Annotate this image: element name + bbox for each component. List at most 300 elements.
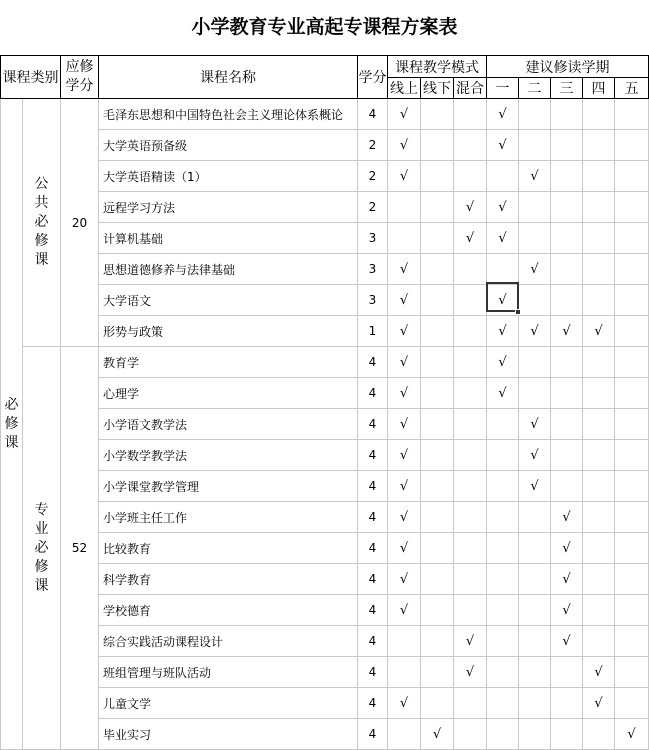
term-cell[interactable] [583, 378, 615, 409]
mode-cell[interactable] [388, 347, 421, 378]
header-term-2[interactable]: 二 [519, 78, 551, 99]
mode-cell[interactable] [421, 378, 454, 409]
mode-cell[interactable] [454, 440, 487, 471]
mode-cell[interactable] [388, 471, 421, 502]
course-name-cell[interactable]: 学校德育 [99, 595, 358, 626]
mode-cell[interactable] [388, 161, 421, 192]
mode-cell[interactable] [421, 657, 454, 688]
term-cell[interactable] [583, 688, 615, 719]
group-required[interactable] [1, 99, 23, 750]
term-cell[interactable] [487, 688, 519, 719]
check-mark: √ [399, 323, 409, 339]
mode-cell[interactable] [454, 533, 487, 564]
check-mark: √ [562, 571, 571, 587]
term-cell[interactable] [615, 285, 649, 316]
course-credit-cell[interactable]: 4 [358, 347, 388, 378]
table-row [1, 223, 649, 254]
course-credit-cell[interactable]: 4 [358, 533, 388, 564]
check-mark: √ [498, 199, 507, 215]
course-name-cell[interactable]: 科学教育 [99, 564, 358, 595]
term-cell[interactable] [519, 719, 551, 750]
mode-cell[interactable] [454, 347, 487, 378]
term-cell[interactable] [551, 254, 583, 285]
term-cell[interactable] [519, 161, 551, 192]
mode-cell[interactable] [388, 99, 421, 130]
check-mark: √ [594, 664, 603, 680]
mode-cell[interactable] [454, 657, 487, 688]
mode-cell[interactable] [454, 99, 487, 130]
term-cell[interactable] [551, 409, 583, 440]
header-credits[interactable]: 学分 [358, 56, 388, 99]
check-mark: √ [465, 664, 475, 680]
term-cell[interactable] [519, 533, 551, 564]
term-cell[interactable] [487, 99, 519, 130]
term-cell[interactable] [487, 657, 519, 688]
term-cell[interactable] [519, 347, 551, 378]
mode-cell[interactable] [421, 533, 454, 564]
term-cell[interactable] [583, 316, 615, 347]
mode-cell[interactable] [388, 688, 421, 719]
header-term-1[interactable]: 一 [487, 78, 519, 99]
header-term-5[interactable]: 五 [615, 78, 649, 99]
check-mark: √ [399, 602, 409, 618]
mode-cell[interactable] [421, 564, 454, 595]
fill-handle[interactable] [515, 309, 521, 315]
mode-cell[interactable] [454, 378, 487, 409]
mode-cell[interactable] [388, 626, 421, 657]
table-row [1, 161, 649, 192]
term-cell[interactable] [551, 471, 583, 502]
course-name-cell[interactable]: 毕业实习 [99, 719, 358, 750]
group-major-credits[interactable]: 52 [61, 347, 99, 750]
mode-cell[interactable] [421, 130, 454, 161]
check-mark: √ [498, 137, 507, 153]
mode-cell[interactable] [454, 626, 487, 657]
term-cell[interactable] [551, 223, 583, 254]
course-credit-cell[interactable]: 4 [358, 99, 388, 130]
course-name-cell[interactable]: 小学语文教学法 [99, 409, 358, 440]
term-cell[interactable] [487, 626, 519, 657]
term-cell[interactable] [615, 161, 649, 192]
term-cell[interactable] [519, 471, 551, 502]
term-cell[interactable] [519, 409, 551, 440]
mode-cell[interactable] [388, 440, 421, 471]
term-cell[interactable] [583, 626, 615, 657]
mode-cell[interactable] [421, 626, 454, 657]
course-credit-cell[interactable]: 2 [358, 192, 388, 223]
header-term-3[interactable]: 三 [551, 78, 583, 99]
term-cell[interactable] [519, 99, 551, 130]
term-cell[interactable] [551, 595, 583, 626]
term-cell[interactable] [583, 533, 615, 564]
check-mark: √ [399, 478, 409, 494]
term-cell[interactable] [583, 595, 615, 626]
course-name-cell[interactable]: 教育学 [99, 347, 358, 378]
mode-cell[interactable] [388, 192, 421, 223]
mode-cell[interactable] [421, 347, 454, 378]
term-cell[interactable] [487, 471, 519, 502]
term-cell[interactable] [583, 440, 615, 471]
term-cell[interactable] [551, 130, 583, 161]
table-row [1, 316, 649, 347]
course-credit-cell[interactable]: 4 [358, 471, 388, 502]
term-cell[interactable] [615, 471, 649, 502]
header-teaching-mode[interactable]: 课程教学模式 [388, 56, 487, 78]
term-cell[interactable] [487, 161, 519, 192]
course-credit-cell[interactable]: 4 [358, 688, 388, 719]
course-name-cell[interactable]: 远程学习方法 [99, 192, 358, 223]
mode-cell[interactable] [454, 130, 487, 161]
term-cell[interactable] [551, 347, 583, 378]
term-cell[interactable] [615, 502, 649, 533]
check-mark: √ [399, 106, 409, 122]
table-row [1, 595, 649, 626]
course-name-cell[interactable]: 心理学 [99, 378, 358, 409]
mode-cell[interactable] [421, 440, 454, 471]
table-row [1, 347, 649, 378]
term-cell[interactable] [519, 254, 551, 285]
course-credit-cell[interactable]: 3 [358, 223, 388, 254]
group-public-label: 公共必修课 [34, 176, 49, 268]
check-mark: √ [627, 726, 636, 742]
term-cell[interactable] [615, 440, 649, 471]
term-cell[interactable] [551, 657, 583, 688]
course-credit-cell[interactable]: 4 [358, 657, 388, 688]
term-cell[interactable] [487, 378, 519, 409]
mode-cell[interactable] [388, 719, 421, 750]
check-mark: √ [562, 540, 571, 556]
course-name-cell[interactable]: 班组管理与班队活动 [99, 657, 358, 688]
term-cell[interactable] [551, 533, 583, 564]
term-cell[interactable] [583, 285, 615, 316]
term-cell[interactable] [487, 223, 519, 254]
course-name-cell[interactable]: 大学英语预备级 [99, 130, 358, 161]
term-cell[interactable] [615, 347, 649, 378]
term-cell[interactable] [615, 688, 649, 719]
mode-cell[interactable] [421, 223, 454, 254]
term-cell[interactable] [615, 626, 649, 657]
course-credit-cell[interactable]: 4 [358, 409, 388, 440]
header-required-credits[interactable] [61, 56, 99, 99]
mode-cell[interactable] [454, 471, 487, 502]
table-row [1, 254, 649, 285]
table-row [1, 564, 649, 595]
course-credit-cell[interactable]: 4 [358, 378, 388, 409]
check-mark: √ [465, 199, 475, 215]
term-cell[interactable] [551, 316, 583, 347]
table-row [1, 719, 649, 750]
term-cell[interactable] [519, 130, 551, 161]
check-mark: √ [498, 385, 507, 401]
mode-cell[interactable] [421, 471, 454, 502]
term-cell[interactable] [487, 533, 519, 564]
header-mode-hybrid[interactable]: 混合 [454, 78, 487, 99]
check-mark: √ [498, 354, 507, 370]
check-mark: √ [594, 695, 603, 711]
group-public-credits[interactable]: 20 [61, 99, 99, 347]
check-mark: √ [399, 571, 409, 587]
mode-cell[interactable] [388, 409, 421, 440]
term-cell[interactable] [519, 316, 551, 347]
course-name-cell[interactable]: 小学班主任工作 [99, 502, 358, 533]
course-credit-cell[interactable]: 4 [358, 626, 388, 657]
term-cell[interactable] [583, 719, 615, 750]
header-mode-online[interactable]: 线上 [388, 78, 421, 99]
term-cell[interactable] [487, 347, 519, 378]
mode-cell[interactable] [454, 254, 487, 285]
mode-cell[interactable] [454, 316, 487, 347]
mode-cell[interactable] [454, 285, 487, 316]
term-cell[interactable] [519, 688, 551, 719]
course-name-cell[interactable]: 计算机基础 [99, 223, 358, 254]
course-name-cell[interactable]: 比较教育 [99, 533, 358, 564]
term-cell[interactable] [615, 657, 649, 688]
term-cell[interactable] [615, 223, 649, 254]
check-mark: √ [530, 416, 539, 432]
mode-cell[interactable] [388, 595, 421, 626]
table-row [1, 99, 649, 130]
mode-cell[interactable] [421, 161, 454, 192]
header-term[interactable]: 建议修读学期 [487, 56, 649, 78]
term-cell[interactable] [583, 657, 615, 688]
term-cell[interactable] [519, 595, 551, 626]
term-cell[interactable] [551, 161, 583, 192]
course-name-cell[interactable]: 毛泽东思想和中国特色社会主义理论体系概论 [99, 99, 358, 130]
term-cell[interactable] [519, 285, 551, 316]
term-cell[interactable] [551, 192, 583, 223]
table-row [1, 378, 649, 409]
term-cell[interactable] [551, 99, 583, 130]
term-cell[interactable] [583, 409, 615, 440]
header-category[interactable]: 课程类别 [1, 56, 61, 99]
header-course-name[interactable]: 课程名称 [99, 56, 358, 99]
mode-cell[interactable] [421, 316, 454, 347]
check-mark: √ [562, 323, 571, 339]
term-cell[interactable] [487, 595, 519, 626]
term-cell[interactable] [615, 130, 649, 161]
check-mark: √ [562, 509, 571, 525]
mode-cell[interactable] [454, 161, 487, 192]
term-cell[interactable] [551, 564, 583, 595]
course-credit-cell[interactable]: 4 [358, 595, 388, 626]
term-cell[interactable] [551, 378, 583, 409]
term-cell[interactable] [615, 564, 649, 595]
check-mark: √ [530, 447, 539, 463]
term-cell[interactable] [551, 719, 583, 750]
mode-cell[interactable] [388, 316, 421, 347]
check-mark: √ [465, 230, 475, 246]
table-row [1, 533, 649, 564]
term-cell[interactable] [519, 626, 551, 657]
check-mark: √ [399, 292, 409, 308]
term-cell[interactable] [551, 688, 583, 719]
header-term-4[interactable]: 四 [583, 78, 615, 99]
term-cell[interactable] [487, 564, 519, 595]
check-mark: √ [399, 540, 409, 556]
mode-cell[interactable] [388, 254, 421, 285]
term-cell[interactable] [583, 99, 615, 130]
term-cell[interactable] [487, 316, 519, 347]
check-mark: √ [562, 602, 571, 618]
mode-cell[interactable] [388, 657, 421, 688]
mode-cell[interactable] [421, 99, 454, 130]
term-cell[interactable] [583, 130, 615, 161]
check-mark: √ [594, 323, 603, 339]
mode-cell[interactable] [454, 223, 487, 254]
term-cell[interactable] [615, 595, 649, 626]
term-cell[interactable] [551, 285, 583, 316]
check-mark: √ [399, 509, 409, 525]
term-cell[interactable] [519, 192, 551, 223]
group-major-label: 专业必修课 [34, 501, 49, 594]
course-name-cell[interactable]: 综合实践活动课程设计 [99, 626, 358, 657]
group-required-label: 必修课 [4, 396, 19, 451]
check-mark: √ [498, 230, 507, 246]
term-cell[interactable] [583, 192, 615, 223]
table-row [1, 440, 649, 471]
term-cell[interactable] [487, 130, 519, 161]
course-credit-cell[interactable]: 4 [358, 564, 388, 595]
check-mark: √ [399, 354, 409, 370]
mode-cell[interactable] [454, 564, 487, 595]
course-credit-cell[interactable]: 3 [358, 285, 388, 316]
check-mark: √ [399, 385, 409, 401]
mode-cell[interactable] [421, 285, 454, 316]
term-cell[interactable] [519, 564, 551, 595]
check-mark: √ [530, 261, 539, 277]
check-mark: √ [399, 695, 409, 711]
check-mark: √ [562, 633, 571, 649]
term-cell[interactable] [583, 161, 615, 192]
check-mark: √ [530, 478, 539, 494]
check-mark: √ [399, 416, 409, 432]
term-cell[interactable] [615, 533, 649, 564]
check-mark: √ [399, 261, 409, 277]
term-cell[interactable] [583, 254, 615, 285]
mode-cell[interactable] [454, 595, 487, 626]
term-cell[interactable] [487, 285, 519, 316]
term-cell[interactable] [583, 564, 615, 595]
term-cell[interactable] [519, 378, 551, 409]
course-credit-cell[interactable]: 1 [358, 316, 388, 347]
mode-cell[interactable] [421, 595, 454, 626]
term-cell[interactable] [487, 192, 519, 223]
header-required-credits-label: 应修学分 [65, 59, 94, 94]
course-name-cell[interactable]: 大学语文 [99, 285, 358, 316]
check-mark: √ [432, 726, 442, 742]
check-mark: √ [498, 106, 507, 122]
term-cell[interactable] [583, 502, 615, 533]
table-row [1, 502, 649, 533]
term-cell[interactable] [519, 440, 551, 471]
term-cell[interactable] [615, 192, 649, 223]
term-cell[interactable] [615, 719, 649, 750]
term-cell[interactable] [583, 347, 615, 378]
term-cell[interactable] [615, 378, 649, 409]
term-cell[interactable] [551, 626, 583, 657]
check-mark: √ [465, 633, 475, 649]
course-name-cell[interactable]: 儿童文学 [99, 688, 358, 719]
mode-cell[interactable] [454, 192, 487, 223]
mode-cell[interactable] [388, 130, 421, 161]
group-public[interactable] [23, 99, 61, 347]
mode-cell[interactable] [388, 285, 421, 316]
table-row [1, 285, 649, 316]
mode-cell[interactable] [421, 409, 454, 440]
term-cell[interactable] [519, 223, 551, 254]
term-cell[interactable] [615, 254, 649, 285]
term-cell[interactable] [615, 409, 649, 440]
mode-cell[interactable] [454, 719, 487, 750]
page-title: 小学教育专业高起专课程方案表 [191, 16, 458, 38]
check-mark: √ [498, 323, 507, 339]
term-cell[interactable] [583, 223, 615, 254]
mode-cell[interactable] [454, 688, 487, 719]
course-credit-cell[interactable]: 4 [358, 719, 388, 750]
mode-cell[interactable] [421, 192, 454, 223]
term-cell[interactable] [487, 409, 519, 440]
table-row [1, 471, 649, 502]
header-mode-offline[interactable]: 线下 [421, 78, 454, 99]
group-major[interactable] [23, 347, 61, 750]
check-mark: √ [399, 137, 409, 153]
table-row [1, 657, 649, 688]
course-name-cell[interactable]: 形势与政策 [99, 316, 358, 347]
course-name-cell[interactable]: 小学课堂教学管理 [99, 471, 358, 502]
term-cell[interactable] [519, 657, 551, 688]
mode-cell[interactable] [421, 719, 454, 750]
table-row [1, 409, 649, 440]
mode-cell[interactable] [421, 254, 454, 285]
mode-cell[interactable] [454, 409, 487, 440]
term-cell[interactable] [487, 719, 519, 750]
mode-cell[interactable] [388, 223, 421, 254]
course-credit-cell[interactable]: 4 [358, 502, 388, 533]
course-name-cell[interactable]: 大学英语精读（1） [99, 161, 358, 192]
term-cell[interactable] [615, 99, 649, 130]
mode-cell[interactable] [388, 502, 421, 533]
table-row [1, 130, 649, 161]
mode-cell[interactable] [388, 378, 421, 409]
term-cell[interactable] [551, 440, 583, 471]
term-cell[interactable] [487, 440, 519, 471]
course-name-cell[interactable]: 小学数学教学法 [99, 440, 358, 471]
mode-cell[interactable] [421, 502, 454, 533]
check-mark: √ [399, 168, 409, 184]
mode-cell[interactable] [421, 688, 454, 719]
course-credit-cell[interactable]: 2 [358, 161, 388, 192]
course-credit-cell[interactable]: 3 [358, 254, 388, 285]
check-mark: √ [498, 292, 507, 308]
term-cell[interactable] [519, 502, 551, 533]
term-cell[interactable] [487, 502, 519, 533]
check-mark: √ [530, 323, 539, 339]
course-credit-cell[interactable]: 4 [358, 440, 388, 471]
table-row [1, 626, 649, 657]
term-cell[interactable] [583, 471, 615, 502]
term-cell[interactable] [551, 502, 583, 533]
course-name-cell[interactable]: 思想道德修养与法律基础 [99, 254, 358, 285]
table-row [1, 688, 649, 719]
mode-cell[interactable] [454, 502, 487, 533]
term-cell[interactable] [487, 254, 519, 285]
course-credit-cell[interactable]: 2 [358, 130, 388, 161]
term-cell[interactable] [615, 316, 649, 347]
mode-cell[interactable] [388, 533, 421, 564]
table-row [1, 192, 649, 223]
mode-cell[interactable] [388, 564, 421, 595]
course-plan-table [0, 55, 649, 750]
